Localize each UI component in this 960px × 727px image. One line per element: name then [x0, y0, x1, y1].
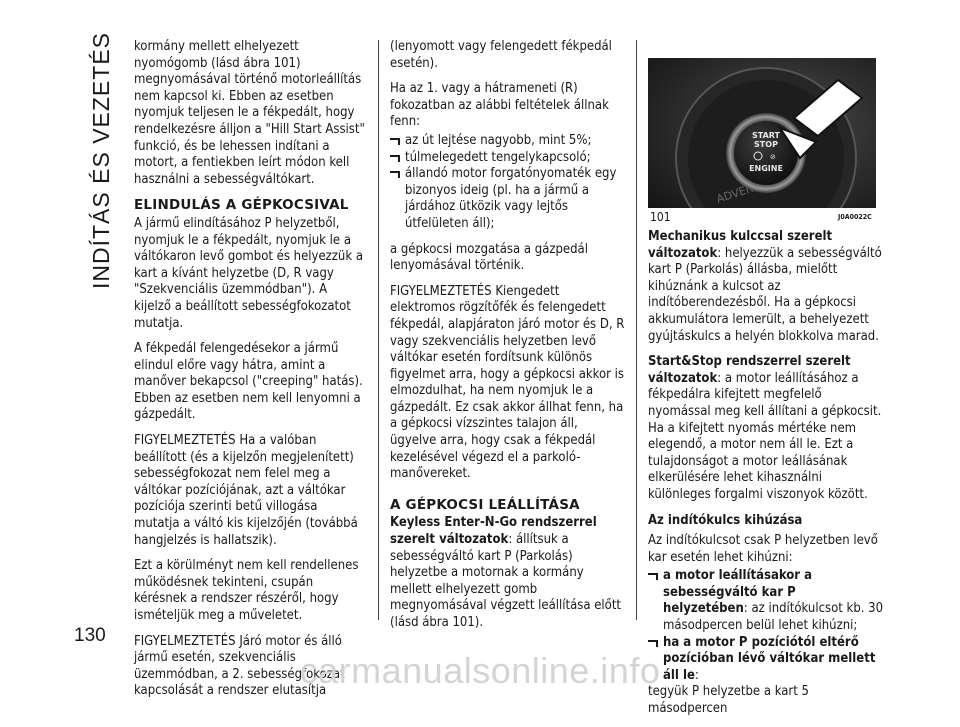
- section-heading-starting: ELINDULÁS A GÉPKOCSIVAL: [134, 197, 349, 214]
- paragraph: a gépkocsi mozgatása a gázpedál lenyomásával történik.: [390, 241, 588, 274]
- list-item: ha a motor P pozíciótól eltérő pozícióban lévő váltókar mellett áll le:: [648, 635, 884, 685]
- figure-number: 101: [650, 210, 671, 224]
- list-item: túlmelegedett tengelykapcsoló;: [390, 150, 626, 167]
- svg-text:⊘: ⊘: [770, 153, 776, 161]
- column-divider: [378, 40, 379, 620]
- figure-code: J0A0022C: [838, 213, 872, 221]
- bullet-icon: [390, 138, 400, 145]
- list-item: állandó motor forgatónyomaték egy bizonyos ideig (pl. ha a jármű a járdához ütközik vagy lejtős útfelületen áll);: [390, 166, 626, 232]
- section-heading-stopping: A GÉPKOCSI LEÁLLÍTÁSA: [390, 496, 580, 513]
- watermark: carmanualsonline.info: [299, 650, 661, 691]
- paragraph: kormány mellett elhelyezett nyomógomb (lásd ábra 101) megnyomásával történő motorleállítás nem kapcsol ki. Ebben az esetben nyomjuk teljesen le a fékpedált, hogy rendelkezésre álljon a "Hill Start Assist" funkció, és be lehessen indítani a motort, a fentiekben leírt módon kell használni a sebességváltókart.: [134, 39, 365, 187]
- list-item: az út lejtése nagyobb, mint 5%;: [390, 133, 626, 150]
- paragraph: FIGYELMEZTETÉS Kiengedett elektromos rögzítőfék és felengedett fékpedál, alapjáraton járó motor és D, R vagy szekvenciális helyzetben levő váltókar esetén fordítsunk különös figyelmet arra, hogy a gépkocsi akkor is elmozdulhat, ha nem nyomjuk le a gázpedált. Ez csak akkor állhat fenn, ha a gépkocsi vízszintes talajon áll, ügyelve arra, hogy csak a fékpedál kezelésével végezd el a parkoló-manővereket.: [390, 283, 625, 482]
- page-number: 130: [74, 625, 106, 646]
- bullet-icon: [648, 573, 658, 580]
- chapter-side-title: INDÍTÁS ÉS VEZETÉS: [87, 31, 114, 289]
- paragraph: (lenyomott vagy felengedett fékpedál esetén).: [390, 39, 612, 71]
- column-1: [134, 39, 366, 709]
- bullet-icon: [390, 171, 400, 178]
- paragraph: Ezt a körülményt nem kell rendellenes működésnek tekinteni, csupán kérésnek a rendszer részéről, hogy ismételjük meg a műveletet.: [134, 558, 359, 623]
- paragraph: FIGYELMEZTETÉS Járó motor és álló jármű esetén, szekvenciális üzemmódban, a 2. sebességfokozat kapcsolását a rendszer elutasítja: [134, 633, 345, 699]
- paragraph: Ha az 1. vagy a hátrameneti (R) fokozatban az alábbi feltételek állnak fenn:: [390, 81, 609, 130]
- bullet-icon: [648, 640, 658, 647]
- paragraph: Keyless Enter-N-Go rendszerrel szerelt változatok: állítsuk a sebességváltó kart P (Parkolás) helyzetbe a motornak a kormány mellett elhelyezett gomb megnyomásával végzett leállítása előtt (lásd ábra 101).: [390, 515, 621, 630]
- start-stop-button-illustration: [648, 58, 876, 208]
- paragraph: Az indítókulcsot csak P helyzetben levő kar esetén lehet kihúzni:: [648, 533, 878, 565]
- button-label-start: START: [751, 131, 781, 140]
- paragraph: A fékpedál felengedésekor a jármű elindul előre vagy hátra, amint a manőver bekapcsol ("creeping" hatás). Ebben az esetben nem kell lenyomni a gázpedált.: [134, 341, 363, 423]
- button-label-engine: ENGINE: [749, 164, 783, 173]
- subheading-key-removal: Az indítókulcs kihúzása: [648, 512, 803, 528]
- paragraph: tegyük P helyzetbe a kart 5 másodpercen: [648, 684, 809, 717]
- list-item: a motor leállításakor a sebességváltó kar P helyzetében: az indítókulcsot kb. 30 másodpercen belül lehet kihúzni;: [648, 568, 884, 634]
- paragraph: A jármű elindításához P helyzetből, nyomjuk le a fékpedált, nyomjuk le a váltókaron levő gombot és helyezzük a kart a kívánt helyzetbe (D, R vagy "Szekvenciális üzemmódban"). A kijelző a beállított sebességfokozatot mutatja.: [134, 215, 363, 331]
- button-label-stop: STOP: [754, 140, 778, 149]
- column-divider: [636, 40, 637, 620]
- paragraph: Start&Stop rendszerrel szerelt változatok: a motor leállításához a fékpedálra kifejtett megfelelő nyomással meg kell állítani a gépkocsit. Ha a kifejtett nyomás mértéke nem elegendő, a motor nem áll le. Ezt a tulajdonságot a motor leállásának elkerülésére lehet kihasználni különleges forgalmi viszonyok között.: [648, 354, 882, 502]
- column-2: [390, 39, 626, 641]
- paragraph: FIGYELMEZTETÉS Ha a valóban beállított (és a kijelzőn megjelenített) sebességfokozat nem felel meg a váltókar pozíciójának, azt a váltókar pozíciója szerinti betű villogása mutatja a váltó kis kijelzőjén (továbbá hangjelzés is hallatszik).: [134, 433, 358, 548]
- paragraph: Mechanikus kulccsal szerelt változatok: helyezzük a sebességváltó kart P (Parkolás) állásba, mielőtt kihúznánk a kulcsot az indítóberendezésből. Ha a gépkocsi akkumulátora lemerült, a behelyezett gyújtáskulcs a helyén blokkolva marad.: [648, 229, 882, 344]
- figure-start-stop-button-photo: [648, 58, 876, 208]
- bullet-icon: [390, 155, 400, 162]
